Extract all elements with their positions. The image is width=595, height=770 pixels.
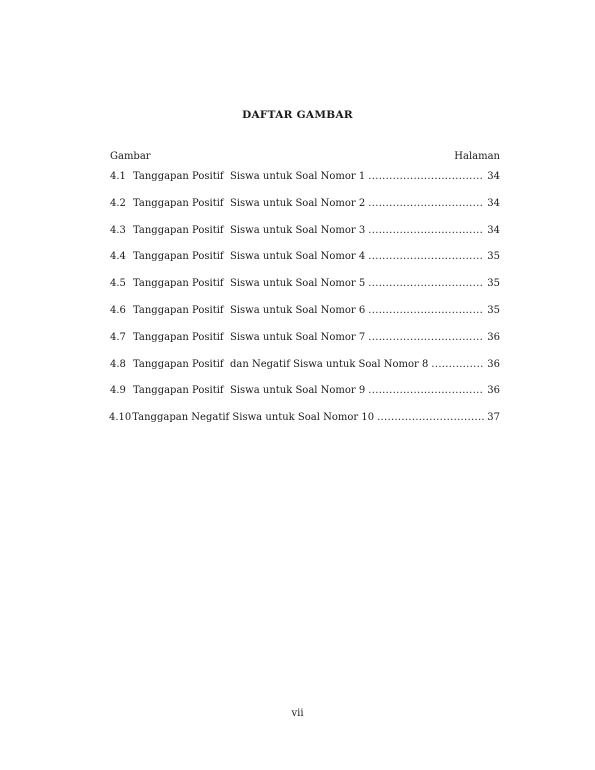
page-number: 37	[487, 412, 500, 424]
page-number: 35	[487, 278, 500, 290]
figure-number: 4.3	[110, 224, 126, 236]
page-number: 35	[487, 304, 500, 316]
dot-leader	[368, 384, 484, 398]
figure-caption: Tanggapan Positif Siswa untuk Soal Nomor 4	[133, 251, 366, 263]
list-item	[110, 197, 500, 224]
figure-caption: Tanggapan Positif Siswa untuk Soal Nomor 2	[133, 197, 366, 209]
page-number: 35	[487, 251, 500, 263]
figure-caption: Tanggapan Positif Siswa untuk Soal Nomor 9	[133, 385, 366, 397]
list-item	[110, 170, 500, 197]
figure-list	[110, 170, 500, 438]
dot-leader	[431, 358, 484, 372]
figure-number: 4.10	[109, 412, 132, 424]
page-number: 36	[487, 358, 500, 370]
figure-number: 4.6	[110, 304, 126, 316]
list-item	[110, 304, 500, 331]
figure-caption: Tanggapan Positif Siswa untuk Soal Nomor 3	[133, 224, 366, 236]
dot-leader	[368, 224, 484, 238]
dot-leader	[368, 277, 484, 291]
figure-caption: Tanggapan Positif Siswa untuk Soal Nomor 7	[133, 331, 366, 343]
figure-caption: Tanggapan Negatif Siswa untuk Soal Nomor 10	[132, 412, 375, 424]
figure-caption: Tanggapan Positif Siswa untuk Soal Nomor 1	[133, 171, 366, 182]
figure-number: 4.4	[110, 251, 126, 263]
figure-number: 4.9	[110, 385, 126, 397]
page-column-header: Halaman	[454, 151, 500, 162]
list-item	[110, 250, 500, 277]
figure-caption: Tanggapan Positif dan Negatif Siswa untuk Soal Nomor 8	[133, 358, 429, 370]
list-header	[110, 151, 500, 162]
page-footer-number: vii	[291, 708, 304, 719]
figure-column-header: Gambar	[110, 151, 151, 162]
page-title: DAFTAR GAMBAR	[242, 109, 353, 121]
dot-leader	[368, 170, 484, 184]
page-number: 34	[487, 197, 500, 209]
page-number: 34	[487, 171, 500, 182]
dot-leader	[368, 331, 484, 345]
dot-leader	[377, 411, 484, 425]
list-item	[110, 384, 500, 411]
figure-number: 4.5	[110, 278, 126, 290]
list-item	[110, 411, 500, 438]
figure-number: 4.1	[110, 171, 126, 182]
figure-caption: Tanggapan Positif Siswa untuk Soal Nomor 6	[133, 304, 366, 316]
figure-number: 4.7	[110, 331, 126, 343]
page-number: 36	[487, 385, 500, 397]
list-item	[110, 358, 500, 385]
list-item	[110, 224, 500, 251]
page-number: 36	[487, 331, 500, 343]
dot-leader	[368, 197, 484, 211]
figure-number: 4.2	[110, 197, 126, 209]
figure-number: 4.8	[110, 358, 126, 370]
figure-caption: Tanggapan Positif Siswa untuk Soal Nomor 5	[133, 278, 366, 290]
page-number: 34	[487, 224, 500, 236]
dot-leader	[368, 304, 484, 318]
dot-leader	[368, 250, 484, 264]
list-item	[110, 277, 500, 304]
list-item	[110, 331, 500, 358]
